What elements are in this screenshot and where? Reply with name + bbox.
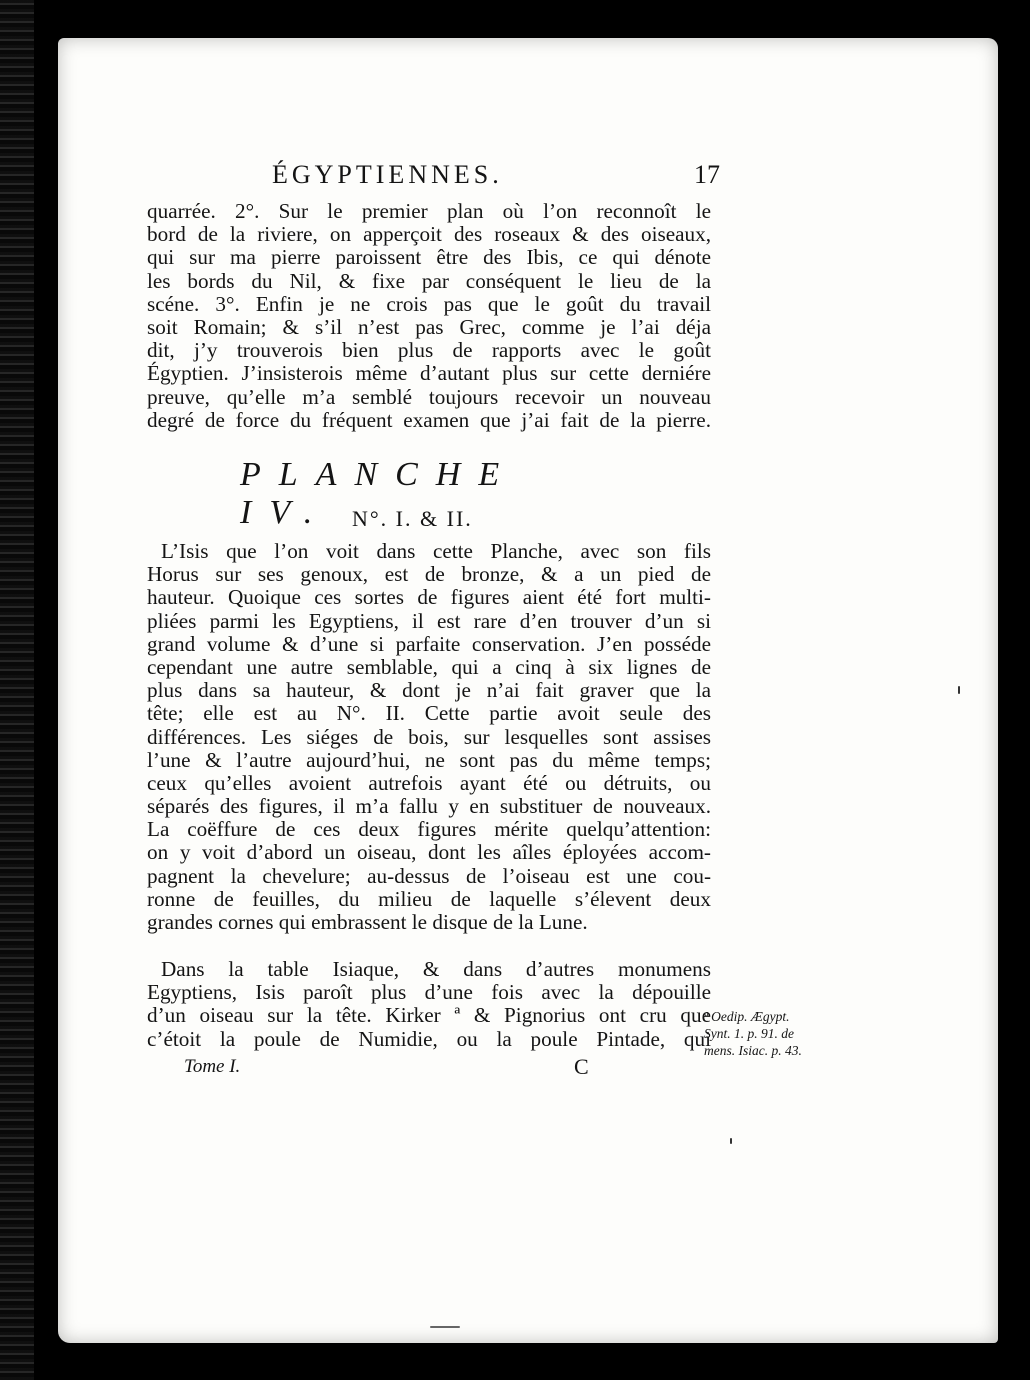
text-line: scéne. 3°. Enfin je ne crois pas que le goût du travail	[147, 291, 711, 316]
text-line: soit Romain; & s’il n’est pas Grec, comme je l’ai déja	[147, 314, 711, 339]
text-line: c’étoit la poule de Numidie, ou la poule Pintade, qui	[147, 1026, 711, 1051]
text-line: grand volume & d’une si parfaite conservation. J’en posséde	[147, 631, 711, 656]
plate-subtitle: N°. I. & II.	[352, 506, 473, 531]
tome-label: Tome I.	[184, 1056, 241, 1077]
paper-speck	[430, 1326, 460, 1328]
text-line: quarrée. 2°. Sur le premier plan où l’on reconnoît le	[147, 199, 711, 223]
paper-speck	[730, 1138, 732, 1144]
text-line: ceux qu’elles avoient autrefois ayant été ou détruits, ou	[147, 770, 711, 795]
text-line: les bords du Nil, & fixe par conséquent le lieu de la	[147, 268, 711, 293]
margin-note-line: mens. Isiac. p. 43.	[704, 1043, 802, 1058]
text-line: on y voit d’abord un oiseau, dont les aîles éployées accom-	[147, 840, 711, 865]
text-line: dit, j’y trouverois bien plus de rapports avec le goût	[147, 338, 711, 363]
text-line: ronne de feuilles, du milieu de laquelle s’élevent deux	[147, 886, 711, 911]
text-line: plus dans sa hauteur, & dont je n’ai fait graver que la	[147, 678, 711, 703]
text-line: bord de la riviere, on apperçoit des roseaux & des oiseaux,	[147, 222, 711, 247]
text-line: différences. Les siéges de bois, sur lesquelles sont assises	[147, 724, 711, 749]
text-line: L’Isis que l’on voit dans cette Planche, avec son fils	[161, 539, 711, 563]
text-line: tête; elle est au N°. II. Cette partie avoit seule des	[147, 701, 711, 726]
margin-note-line: Synt. 1. p. 91. de	[704, 1026, 794, 1041]
signature-mark: C	[574, 1054, 589, 1079]
text-line: hauteur. Quoique ces sortes de figures aient été fort multi-	[147, 585, 711, 610]
text-line: pliées parmi les Egyptiens, il est rare d’en trouver d’un si	[147, 608, 711, 633]
text-line: cependant une autre semblable, qui a cinq à six lignes de	[147, 654, 711, 679]
plate-title: PLANCHE IV.	[240, 456, 518, 531]
text-line: La coëffure de ces deux figures mérite quelqu’attention:	[147, 817, 711, 842]
paragraph-table-isiaque	[147, 958, 711, 1051]
text-line: qui sur ma pierre paroissent être des Ibis, ce qui dénote	[147, 245, 711, 270]
text-line: Dans la table Isiaque, & dans d’autres monumens	[161, 957, 711, 981]
text-line: degré de force du fréquent examen que j’ai fait de la pierre.	[147, 407, 711, 432]
margin-note	[704, 1008, 844, 1059]
margin-note-line: ª Oedip. Ægypt.	[704, 1009, 790, 1024]
running-head: ÉGYPTIENNES.	[272, 160, 503, 189]
text-line: Egyptiens, Isis paroît plus d’une fois avec la dépouille	[147, 980, 711, 1005]
scan-edge	[0, 0, 34, 1380]
intro-paragraph	[147, 200, 711, 432]
text-line: Horus sur ses genoux, est de bronze, & a un pied de	[147, 562, 711, 587]
text-line: pagnent la chevelure; au-dessus de l’oiseau est une cou-	[147, 863, 711, 888]
text-line: grandes cornes qui embrassent le disque de la Lune.	[147, 910, 588, 934]
text-line: l’une & l’autre aujourd’hui, ne sont pas du même temps;	[147, 747, 711, 772]
text-line: preuve, qu’elle m’a semblé toujours recevoir un nouveau	[147, 384, 711, 409]
paragraph-isis	[147, 540, 711, 934]
text-line: Égyptien. J’insisterois même d’autant plus sur cette derniére	[147, 361, 711, 386]
page-number: 17	[694, 160, 720, 189]
text-line: séparés des figures, il m’a fallu y en substituer de nouveaux.	[147, 794, 711, 819]
text-line: d’un oiseau sur la tête. Kirker ª & Pignorius ont cru que	[147, 1003, 711, 1028]
paper-speck	[958, 686, 960, 694]
